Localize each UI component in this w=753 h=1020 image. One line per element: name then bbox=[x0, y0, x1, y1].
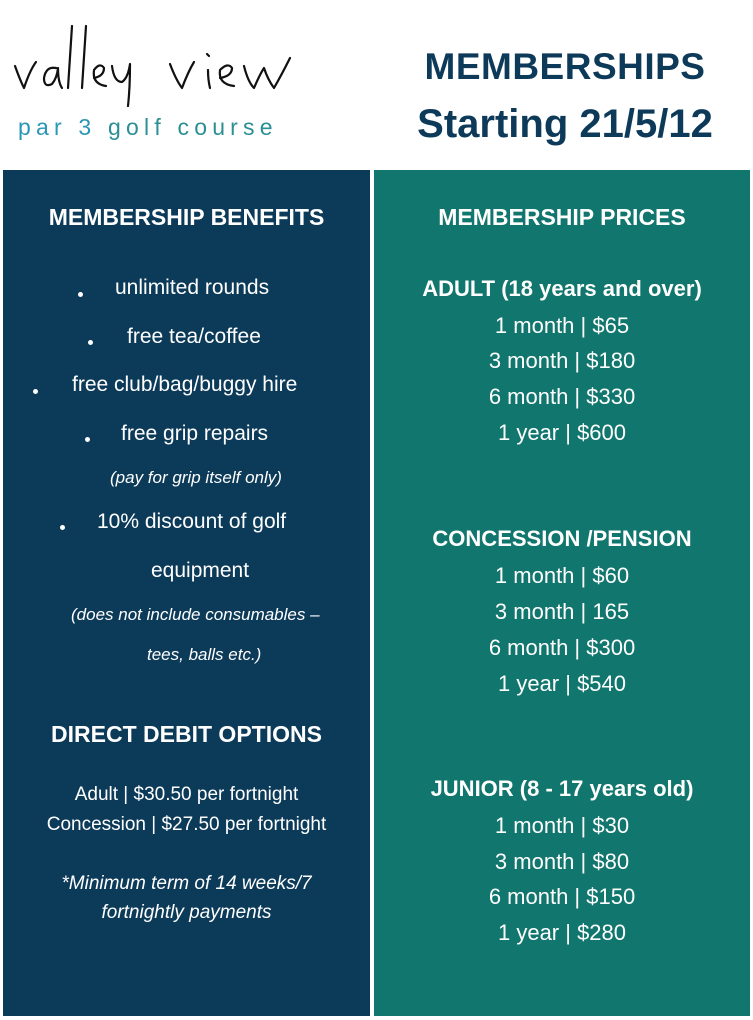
price-row: 1 year | $540 bbox=[497, 671, 627, 696]
discount-note-line2: tees, balls etc.) bbox=[147, 645, 262, 664]
minimum-term-note-line2: fortnightly payments bbox=[101, 902, 272, 923]
benefit-item-continued: equipment bbox=[151, 559, 250, 582]
logo-script-text: valley view bbox=[12, 5, 90, 22]
benefits-heading: MEMBERSHIP BENEFITS bbox=[48, 204, 325, 230]
direct-debit-concession: Concession | $27.50 per fortnight bbox=[46, 814, 327, 835]
valley-view-script-logo bbox=[12, 5, 312, 108]
bullet-icon bbox=[85, 437, 90, 442]
price-row: 6 month | $300 bbox=[488, 635, 636, 660]
bullet-icon bbox=[78, 292, 83, 297]
bullet-icon bbox=[60, 525, 65, 530]
price-group-title: JUNIOR (8 - 17 years old) bbox=[430, 776, 694, 801]
benefit-item: free tea/coffee bbox=[127, 325, 261, 348]
price-row: 3 month | 165 bbox=[494, 599, 630, 624]
bottom-border bbox=[0, 1016, 753, 1020]
price-row: 1 year | $600 bbox=[497, 420, 627, 445]
price-group-title: ADULT (18 years and over) bbox=[422, 276, 702, 301]
price-group-title: CONCESSION /PENSION bbox=[432, 526, 692, 551]
price-row: 1 month | $65 bbox=[494, 313, 630, 338]
minimum-term-note-line1: *Minimum term of 14 weeks/7 bbox=[61, 873, 312, 894]
direct-debit-heading: DIRECT DEBIT OPTIONS bbox=[51, 721, 322, 747]
discount-note-line1: (does not include consumables – bbox=[71, 605, 320, 624]
price-row: 1 year | $280 bbox=[497, 920, 627, 945]
benefits-panel bbox=[3, 170, 370, 1016]
grip-note: (pay for grip itself only) bbox=[110, 468, 282, 487]
price-row: 1 month | $30 bbox=[494, 813, 630, 838]
logo-subtitle bbox=[18, 114, 278, 141]
direct-debit-adult: Adult | $30.50 per fortnight bbox=[74, 784, 299, 805]
benefit-item: 10% discount of golf bbox=[97, 510, 287, 533]
price-row: 6 month | $330 bbox=[488, 384, 636, 409]
bullet-icon bbox=[88, 340, 93, 345]
price-row: 1 month | $60 bbox=[494, 563, 630, 588]
page-subtitle-date: Starting 21/5/12 bbox=[417, 102, 713, 146]
logo-subtitle-par3: par 3 bbox=[18, 114, 97, 140]
price-row: 3 month | $180 bbox=[488, 348, 636, 373]
prices-panel bbox=[374, 170, 750, 1016]
bullet-icon bbox=[33, 389, 38, 394]
prices-heading: MEMBERSHIP PRICES bbox=[438, 204, 686, 230]
page-title: MEMBERSHIPS bbox=[424, 46, 706, 87]
price-row: 3 month | $80 bbox=[494, 849, 630, 874]
logo-subtitle-rest: golf course bbox=[108, 114, 278, 140]
price-row: 6 month | $150 bbox=[488, 884, 636, 909]
benefit-item: free club/bag/buggy hire bbox=[72, 373, 298, 396]
benefit-item: free grip repairs bbox=[121, 422, 269, 445]
header bbox=[0, 0, 753, 170]
benefit-item: unlimited rounds bbox=[115, 276, 270, 299]
